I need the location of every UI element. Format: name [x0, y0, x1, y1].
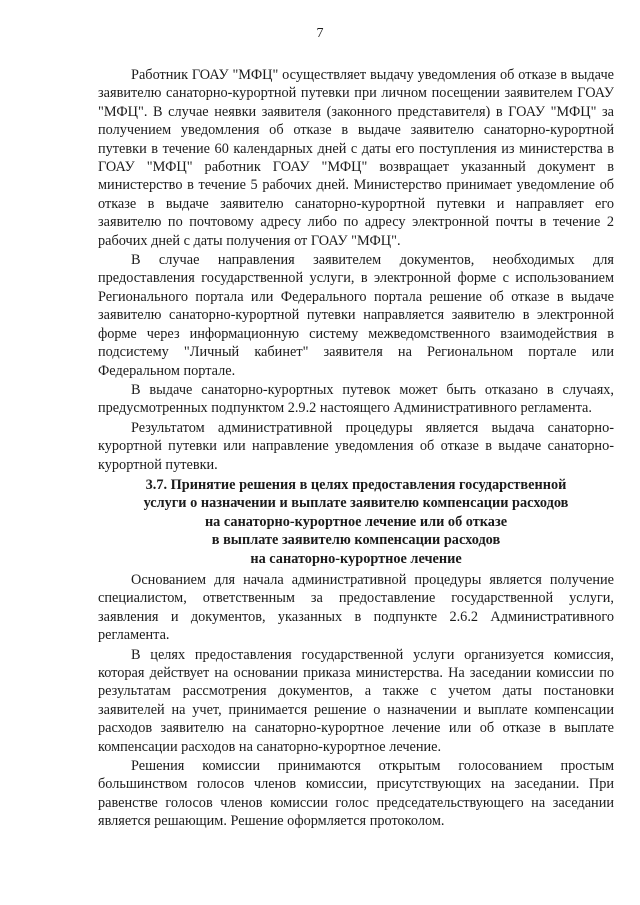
section-heading-line: на санаторно-курортное лечение или об отказе	[204, 513, 508, 530]
page-number: 7	[316, 26, 324, 41]
paragraph-commission: В целях предоставления государственной услуги организуется комиссия, которая действует на основании приказа министерства. На заседании комиссии по результатам рассмотрения документов, а также с учетом даты постановки заявителей на учет, принимается решение о назначении и выплате компенсации расходов заявителю на санаторно-курортное лечение или об отказе в выплате компенсации расходов на санаторно-курортное лечение.	[98, 646, 614, 755]
section-heading-line: в выплате заявителю компенсации расходов	[211, 532, 501, 549]
section-heading-3-7	[98, 476, 614, 568]
paragraph-commission-voting: Решения комиссии принимаются открытым голосованием простым большинством голосов членов комиссии, присутствующих на заседании. При равенстве голосов членов комиссии голос председательствующего на заседании является решающим. Решение оформляется протоколом.	[98, 758, 614, 830]
section-heading-line: на санаторно-курортное лечение	[250, 550, 462, 567]
document-body	[98, 66, 614, 831]
section-heading-line: 3.7. Принятие решения в целях предоставления государственной	[145, 476, 567, 493]
paragraph-mfc-notice-delivery: Работник ГОАУ "МФЦ" осуществляет выдачу уведомления об отказе в выдаче заявителю санаторно-курортной путевки при личном посещении заявителем ГОАУ "МФЦ". В случае неявки заявителя (законного представителя) в ГОАУ "МФЦ" за получением уведомления об отказе в выдаче заявителю санаторно-курортной путевки в течение 60 календарных дней с даты его поступления из министерства в ГОАУ "МФЦ" работник ГОАУ "МФЦ" возвращает указанный документ в министерство в течение 5 рабочих дней. Министерство принимает уведомление об отказе в выдаче заявителю санаторно-курортной путевки и направляет его заявителю по почтовому адресу либо по адресу электронной почты в течение 2 рабочих дней с даты получения от ГОАУ "МФЦ".	[98, 67, 614, 249]
paragraph-procedure-result: Результатом административной процедуры является выдача санаторно-курортной путевки или направление уведомления об отказе в выдаче санаторно-курортной путевки.	[98, 419, 614, 473]
paragraph-refusal-grounds: В выдаче санаторно-курортных путевок может быть отказано в случаях, предусмотренных подпунктом 2.9.2 настоящего Административного регламента.	[98, 381, 614, 417]
paragraph-electronic-submission: В случае направления заявителем документов, необходимых для предоставления государственной услуги, в электронной форме с использованием Регионального портала или Федерального портала решение об отказе в выдаче заявителю санаторно-курортной путевки направляется заявителю в электронной форме через информационную систему межведомственного взаимодействия в подсистему "Личный кабинет" заявителя на Региональном портале или Федеральном портале.	[98, 252, 614, 379]
section-heading-line: услуги о назначении и выплате заявителю компенсации расходов	[143, 495, 569, 512]
paragraph-procedure-basis: Основанием для начала административной процедуры является получение специалистом, ответственным за предоставление государственной услуги, заявления и документов, указанных в подпункте 2.6.2 Административного регламента.	[98, 571, 614, 644]
